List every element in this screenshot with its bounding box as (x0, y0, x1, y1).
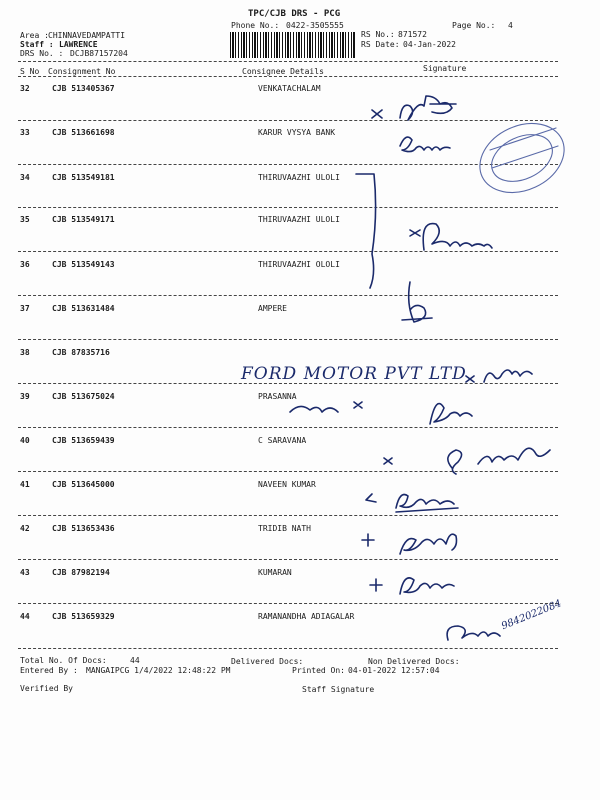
row-40-sno: 40 (20, 436, 30, 445)
row-37-sno: 37 (20, 304, 30, 313)
row-divider (18, 339, 558, 340)
row-divider (18, 471, 558, 472)
row-32-consignment: CJB 513405367 (52, 84, 115, 93)
row-divider (18, 251, 558, 252)
row-40-consignee: C SARAVANA (258, 436, 307, 445)
row-39-consignment: CJB 513675024 (52, 392, 115, 401)
drs-label: DRS No. : (20, 49, 64, 58)
staff-value: LAWRENCE (59, 40, 98, 49)
row-divider (18, 207, 558, 208)
row-39-consignee: PRASANNA (258, 392, 297, 401)
staff-signature-label: Staff Signature (302, 685, 375, 694)
row-33-consignee: KARUR VYSYA BANK (258, 128, 336, 137)
row-38-consignment: CJB 87835716 (52, 348, 110, 357)
row-34-consignee: THIRUVAAZHI ULOLI (258, 173, 340, 182)
printed-on-value: 04-01-2022 12:57:04 (348, 666, 440, 675)
column-header-divider (18, 76, 558, 77)
row-35-consignment: CJB 513549171 (52, 215, 115, 224)
row-divider (18, 515, 558, 516)
row-44-sno: 44 (20, 612, 30, 621)
col-consignee-header: Consignee Details (242, 67, 324, 76)
row-40-consignment: CJB 513659439 (52, 436, 115, 445)
row-divider (18, 427, 558, 428)
table-bottom-divider (18, 648, 558, 649)
area-value: CHINNAVEDAMPATTI (48, 31, 126, 40)
row-43-sno: 43 (20, 568, 30, 577)
col-consignment-header: Consignment No (48, 67, 116, 76)
row-33-sno: 33 (20, 128, 30, 137)
total-docs-label: Total No. Of Docs: (20, 656, 107, 665)
row-41-sno: 41 (20, 480, 30, 489)
printed-on-label: Printed On: (292, 666, 345, 675)
staff-label: Staff : (20, 40, 54, 49)
page-number: 4 (508, 21, 513, 30)
total-docs-value: 44 (130, 656, 140, 665)
header-divider (18, 61, 558, 62)
verified-by-label: Verified By (20, 684, 73, 693)
col-signature-header: Signature (423, 64, 467, 73)
delivered-docs-label: Delivered Docs: (231, 657, 304, 666)
row-divider (18, 120, 558, 121)
rs-date-label: RS Date: (361, 40, 400, 49)
area-label: Area : (20, 31, 49, 40)
row-43-consignment: CJB 87982194 (52, 568, 110, 577)
rs-no-value: 871572 (398, 30, 427, 39)
phone-number: 0422-3505555 (286, 21, 344, 30)
row-44-consignment: CJB 513659329 (52, 612, 115, 621)
row-32-consignee: VENKATACHALAM (258, 84, 321, 93)
drs-number: DCJB87157204 (70, 49, 128, 58)
rs-date-value: 04-Jan-2022 (403, 40, 456, 49)
row-35-consignee: THIRUVAAZHI ULOLI (258, 215, 340, 224)
row-39-sno: 39 (20, 392, 30, 401)
rs-no-label: RS No.: (361, 30, 395, 39)
row-41-consignment: CJB 513645000 (52, 480, 115, 489)
row-43-consignee: KUMARAN (258, 568, 292, 577)
row-36-consignment: CJB 513549143 (52, 260, 115, 269)
row-42-consignee: TRIDIB NATH (258, 524, 311, 533)
row-37-consignment: CJB 513631484 (52, 304, 115, 313)
row-35-sno: 35 (20, 215, 30, 224)
row-37-consignee: AMPERE (258, 304, 287, 313)
handwritten-company-note: FORD MOTOR PVT LTD (241, 364, 467, 384)
row-divider (18, 559, 558, 560)
phone-label: Phone No.: (231, 21, 280, 30)
row-38-sno: 38 (20, 348, 30, 357)
barcode (230, 32, 355, 58)
col-sno-header: S No (20, 67, 40, 76)
row-divider (18, 164, 558, 165)
row-32-sno: 32 (20, 84, 30, 93)
page-label: Page No.: (452, 21, 496, 30)
non-delivered-docs-label: Non Delivered Docs: (368, 657, 460, 666)
row-36-consignee: THIRUVAAZHI OLOLI (258, 260, 340, 269)
row-divider (18, 603, 558, 604)
entered-by-value: MANGAIPCG 1/4/2022 12:48:22 PM (86, 666, 231, 675)
row-41-consignee: NAVEEN KUMAR (258, 480, 316, 489)
row-42-consignment: CJB 513653436 (52, 524, 115, 533)
sheet-title: TPC/CJB DRS - PCG (248, 9, 341, 19)
row-44-consignee: RAMANANDHA ADIAGALAR (258, 612, 355, 621)
row-divider (18, 295, 558, 296)
row-34-sno: 34 (20, 173, 30, 182)
row-36-sno: 36 (20, 260, 30, 269)
row-34-consignment: CJB 513549181 (52, 173, 115, 182)
entered-by-label: Entered By : (20, 666, 78, 675)
handwritten-phone-note: 9842022084 (500, 598, 564, 633)
row-33-consignment: CJB 513661698 (52, 128, 115, 137)
row-42-sno: 42 (20, 524, 30, 533)
